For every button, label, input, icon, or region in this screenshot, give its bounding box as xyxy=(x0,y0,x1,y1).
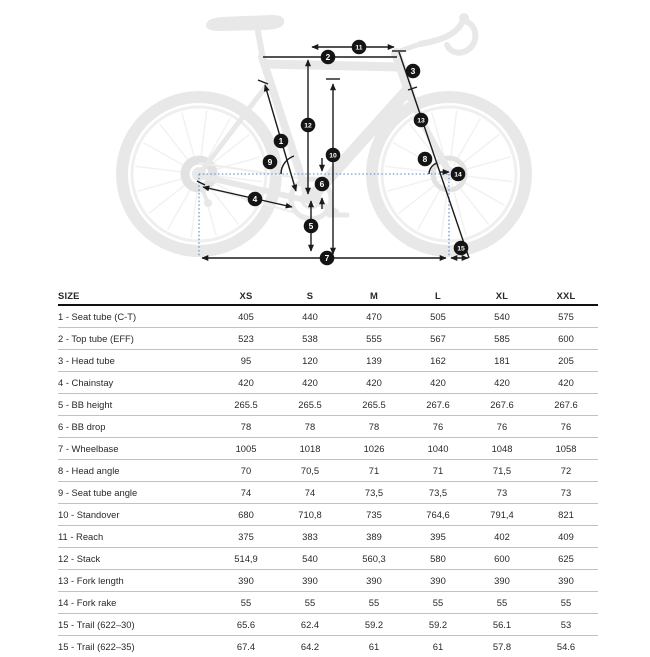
marker-13 xyxy=(414,113,429,128)
seatpost xyxy=(257,26,263,59)
value-cell: 67.4 xyxy=(214,636,278,657)
row-label: 13 - Fork length xyxy=(58,570,214,592)
value-cell: 395 xyxy=(406,526,470,548)
col-header-l: L xyxy=(406,286,470,305)
row-label: 11 - Reach xyxy=(58,526,214,548)
value-cell: 76 xyxy=(534,416,598,438)
value-cell: 440 xyxy=(278,305,342,328)
svg-text:8: 8 xyxy=(423,154,428,164)
value-cell: 205 xyxy=(534,350,598,372)
marker-12 xyxy=(301,118,316,133)
value-cell: 76 xyxy=(406,416,470,438)
value-cell: 59.2 xyxy=(342,614,406,636)
svg-text:6: 6 xyxy=(320,179,325,189)
table-row xyxy=(58,438,598,460)
value-cell: 73,5 xyxy=(342,482,406,504)
value-cell: 390 xyxy=(214,570,278,592)
value-cell: 265.5 xyxy=(342,394,406,416)
col-header-xxl: XXL xyxy=(534,286,598,305)
row-label: 8 - Head angle xyxy=(58,460,214,482)
value-cell: 390 xyxy=(278,570,342,592)
value-cell: 710,8 xyxy=(278,504,342,526)
value-cell: 74 xyxy=(214,482,278,504)
svg-text:2: 2 xyxy=(326,52,331,62)
value-cell: 55 xyxy=(534,592,598,614)
handlebar-top xyxy=(420,21,463,44)
marker-11 xyxy=(352,40,367,55)
value-cell: 538 xyxy=(278,328,342,350)
value-cell: 764,6 xyxy=(406,504,470,526)
value-cell: 267.6 xyxy=(470,394,534,416)
value-cell: 1048 xyxy=(470,438,534,460)
table-row xyxy=(58,482,598,504)
geometry-table-body xyxy=(58,305,598,657)
saddle xyxy=(206,15,284,31)
value-cell: 162 xyxy=(406,350,470,372)
table-row xyxy=(58,394,598,416)
svg-text:7: 7 xyxy=(325,253,330,263)
marker-8 xyxy=(418,152,433,167)
value-cell: 55 xyxy=(342,592,406,614)
marker-4 xyxy=(248,192,263,207)
table-row xyxy=(58,305,598,328)
value-cell: 55 xyxy=(406,592,470,614)
value-cell: 1058 xyxy=(534,438,598,460)
svg-text:15: 15 xyxy=(457,245,465,252)
value-cell: 61 xyxy=(342,636,406,657)
value-cell: 420 xyxy=(534,372,598,394)
value-cell: 73,5 xyxy=(406,482,470,504)
top-tube xyxy=(265,64,399,67)
value-cell: 181 xyxy=(470,350,534,372)
value-cell: 72 xyxy=(534,460,598,482)
marker-2 xyxy=(321,50,336,65)
value-cell: 73 xyxy=(470,482,534,504)
value-cell: 265.5 xyxy=(278,394,342,416)
row-label: 3 - Head tube xyxy=(58,350,214,372)
value-cell: 267.6 xyxy=(406,394,470,416)
marker-7 xyxy=(320,251,335,266)
value-cell: 64.2 xyxy=(278,636,342,657)
value-cell: 600 xyxy=(534,328,598,350)
value-cell: 383 xyxy=(278,526,342,548)
marker-3 xyxy=(406,64,421,79)
row-label: 14 - Fork rake xyxy=(58,592,214,614)
value-cell: 120 xyxy=(278,350,342,372)
table-row xyxy=(58,548,598,570)
geometry-table-header xyxy=(58,286,598,305)
row-label: 10 - Standover xyxy=(58,504,214,526)
svg-text:10: 10 xyxy=(329,152,337,159)
row-label: 15 - Trail (622–30) xyxy=(58,614,214,636)
brake-hood xyxy=(459,13,469,23)
marker-15 xyxy=(454,241,469,256)
svg-text:13: 13 xyxy=(417,117,425,124)
svg-text:9: 9 xyxy=(268,157,273,167)
value-cell: 54.6 xyxy=(534,636,598,657)
svg-text:14: 14 xyxy=(454,171,462,178)
value-cell: 65.6 xyxy=(214,614,278,636)
value-cell: 57.8 xyxy=(470,636,534,657)
col-header-m: M xyxy=(342,286,406,305)
value-cell: 78 xyxy=(342,416,406,438)
col-header-size: SIZE xyxy=(58,286,214,305)
value-cell: 390 xyxy=(342,570,406,592)
value-cell: 1040 xyxy=(406,438,470,460)
svg-text:12: 12 xyxy=(304,122,312,129)
row-label: 4 - Chainstay xyxy=(58,372,214,394)
value-cell: 514,9 xyxy=(214,548,278,570)
table-row xyxy=(58,372,598,394)
value-cell: 389 xyxy=(342,526,406,548)
value-cell: 1005 xyxy=(214,438,278,460)
value-cell: 735 xyxy=(342,504,406,526)
value-cell: 390 xyxy=(406,570,470,592)
value-cell: 62.4 xyxy=(278,614,342,636)
table-row xyxy=(58,592,598,614)
row-label: 1 - Seat tube (C-T) xyxy=(58,305,214,328)
value-cell: 70,5 xyxy=(278,460,342,482)
svg-text:3: 3 xyxy=(411,66,416,76)
value-cell: 390 xyxy=(470,570,534,592)
col-header-xs: XS xyxy=(214,286,278,305)
table-row xyxy=(58,570,598,592)
col-header-s: S xyxy=(278,286,342,305)
svg-text:11: 11 xyxy=(355,44,362,51)
value-cell: 55 xyxy=(214,592,278,614)
value-cell: 76 xyxy=(470,416,534,438)
table-row xyxy=(58,526,598,548)
value-cell: 505 xyxy=(406,305,470,328)
row-label: 12 - Stack xyxy=(58,548,214,570)
row-label: 9 - Seat tube angle xyxy=(58,482,214,504)
value-cell: 567 xyxy=(406,328,470,350)
table-row xyxy=(58,328,598,350)
value-cell: 74 xyxy=(278,482,342,504)
value-cell: 78 xyxy=(214,416,278,438)
value-cell: 523 xyxy=(214,328,278,350)
marker-10 xyxy=(326,148,341,163)
value-cell: 95 xyxy=(214,350,278,372)
frame-silhouette xyxy=(199,13,475,219)
value-cell: 1026 xyxy=(342,438,406,460)
value-cell: 625 xyxy=(534,548,598,570)
value-cell: 56.1 xyxy=(470,614,534,636)
value-cell: 405 xyxy=(214,305,278,328)
value-cell: 540 xyxy=(278,548,342,570)
value-cell: 70 xyxy=(214,460,278,482)
value-cell: 821 xyxy=(534,504,598,526)
value-cell: 55 xyxy=(278,592,342,614)
value-cell: 600 xyxy=(470,548,534,570)
value-cell: 61 xyxy=(406,636,470,657)
value-cell: 680 xyxy=(214,504,278,526)
table-row xyxy=(58,614,598,636)
bike-geometry-diagram xyxy=(0,0,650,282)
svg-text:5: 5 xyxy=(309,221,314,231)
value-cell: 555 xyxy=(342,328,406,350)
value-cell: 560,3 xyxy=(342,548,406,570)
value-cell: 71 xyxy=(406,460,470,482)
value-cell: 73 xyxy=(534,482,598,504)
value-cell: 420 xyxy=(406,372,470,394)
table-row xyxy=(58,350,598,372)
svg-text:4: 4 xyxy=(253,194,258,204)
value-cell: 267.6 xyxy=(534,394,598,416)
value-cell: 71,5 xyxy=(470,460,534,482)
marker-5 xyxy=(304,219,319,234)
marker-1 xyxy=(274,134,289,149)
value-cell: 402 xyxy=(470,526,534,548)
value-cell: 575 xyxy=(534,305,598,328)
value-cell: 265.5 xyxy=(214,394,278,416)
value-cell: 78 xyxy=(278,416,342,438)
value-cell: 55 xyxy=(470,592,534,614)
row-label: 5 - BB height xyxy=(58,394,214,416)
value-cell: 375 xyxy=(214,526,278,548)
value-cell: 420 xyxy=(214,372,278,394)
value-cell: 420 xyxy=(278,372,342,394)
value-cell: 585 xyxy=(470,328,534,350)
table-row xyxy=(58,416,598,438)
marker-9 xyxy=(263,155,278,170)
value-cell: 470 xyxy=(342,305,406,328)
value-cell: 420 xyxy=(470,372,534,394)
value-cell: 420 xyxy=(342,372,406,394)
marker-14 xyxy=(451,167,466,182)
bike-geometry-svg xyxy=(0,0,650,282)
svg-text:1: 1 xyxy=(279,136,284,146)
value-cell: 71 xyxy=(342,460,406,482)
value-cell: 59.2 xyxy=(406,614,470,636)
value-cell: 409 xyxy=(534,526,598,548)
row-label: 6 - BB drop xyxy=(58,416,214,438)
row-label: 7 - Wheelbase xyxy=(58,438,214,460)
value-cell: 540 xyxy=(470,305,534,328)
value-cell: 139 xyxy=(342,350,406,372)
table-row xyxy=(58,460,598,482)
row-label: 15 - Trail (622–35) xyxy=(58,636,214,657)
value-cell: 1018 xyxy=(278,438,342,460)
row-label: 2 - Top tube (EFF) xyxy=(58,328,214,350)
geometry-table xyxy=(58,286,598,657)
bike-silhouette xyxy=(122,13,526,251)
value-cell: 791,4 xyxy=(470,504,534,526)
value-cell: 390 xyxy=(534,570,598,592)
marker-6 xyxy=(315,177,330,192)
col-header-xl: XL xyxy=(470,286,534,305)
table-row xyxy=(58,504,598,526)
value-cell: 53 xyxy=(534,614,598,636)
value-cell: 580 xyxy=(406,548,470,570)
